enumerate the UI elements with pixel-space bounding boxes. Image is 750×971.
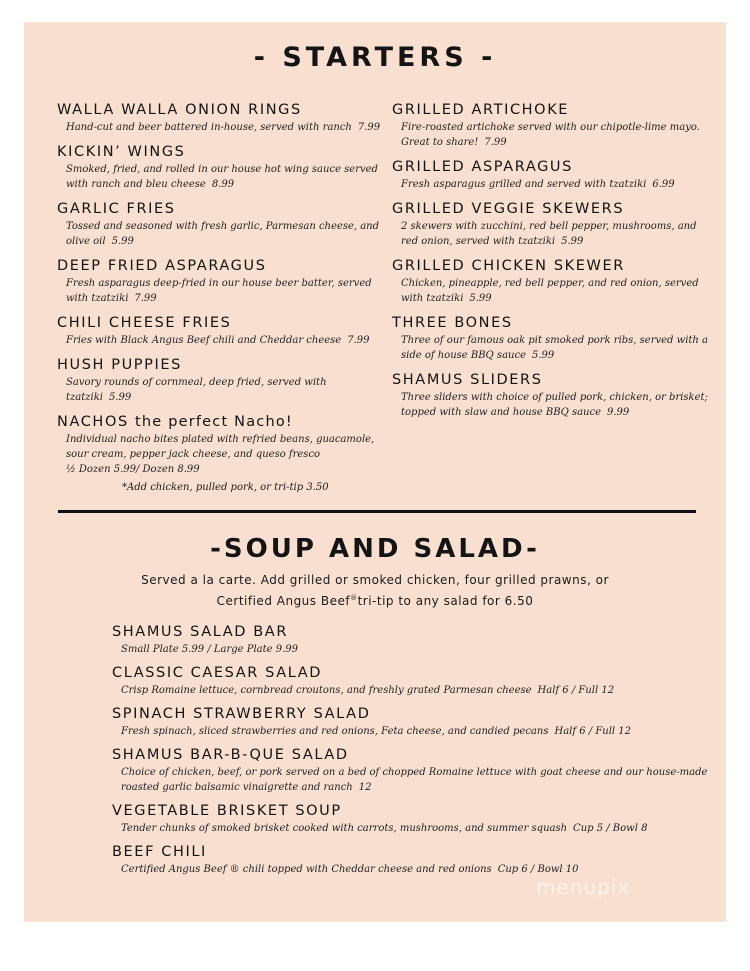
menu-item [57, 199, 387, 249]
menu-item [112, 801, 712, 836]
item-description: Individual nacho bites plated with refried beans, guacamole, sour cream, pepper jack cheese, and queso fresco [66, 434, 375, 460]
item-name: SPINACH STRAWBERRY SALAD [112, 706, 371, 722]
item-description: Smoked, fried, and rolled in our house hot wing sauce served with ranch and bleu cheese 8.99 [66, 164, 378, 190]
item-name: HUSH PUPPIES [57, 357, 182, 373]
item-price: Half 6 / Full 12 [554, 726, 631, 737]
item-price: 9.99 [607, 407, 630, 418]
item-price: Cup 5 / Bowl 8 [573, 823, 648, 834]
add-on-note: *Add chicken, pulled pork, or tri-tip 3.50 [122, 482, 329, 493]
soup-salad-list [112, 622, 712, 883]
item-description: Savory rounds of cornmeal, deep fried, served with tzatziki 5.99 [66, 377, 327, 403]
item-price: 5.99 [111, 236, 134, 247]
menu-item-nachos [57, 412, 387, 493]
item-description: Crisp Romaine lettuce, cornbread croutons, and freshly grated Parmesan cheese Half 6 / Full 12 [121, 685, 615, 696]
menu-page [24, 22, 726, 922]
menu-item [112, 663, 712, 698]
section-divider [58, 510, 696, 513]
item-name: GARLIC FRIES [57, 201, 176, 217]
menu-item [112, 745, 712, 795]
starters-title: - STARTERS - [253, 42, 497, 73]
item-price: 6.99 [652, 179, 675, 190]
item-price: Cup 6 / Bowl 10 [497, 864, 579, 875]
item-price: 5.99 [109, 392, 132, 403]
item-name: CHILI CHEESE FRIES [57, 315, 232, 331]
item-description: Small Plate 5.99 / Large Plate 9.99 [112, 642, 712, 657]
item-description: Three sliders with choice of pulled pork, chicken, or brisket; topped with slaw and house BBQ sauce 9.99 [401, 392, 708, 418]
item-description: Certified Angus Beef ® chili topped with Cheddar cheese and red onions Cup 6 / Bowl 10 [121, 864, 579, 875]
item-name: THREE BONES [392, 315, 513, 331]
menu-item [57, 313, 387, 348]
item-name: DEEP FRIED ASPARAGUS [57, 258, 267, 274]
item-description: Fire-roasted artichoke served with our chipotle-lime mayo. Great to share! 7.99 [401, 122, 700, 148]
menu-item [392, 313, 712, 363]
item-price: 7.99 [484, 137, 507, 148]
item-price: Half 6 / Full 12 [537, 685, 615, 696]
item-description: Choice of chicken, beef, or pork served on a bed of chopped Romaine lettuce with goat cheese and our house-made roasted garlic balsamic vinaigrette and ranch 12 [121, 767, 708, 793]
menu-item [112, 704, 712, 739]
item-description: Hand-cut and beer battered in-house, served with ranch 7.99 [66, 122, 381, 133]
watermark-logo: menupix [536, 875, 631, 899]
item-name: BEEF CHILI [112, 844, 207, 860]
item-price: 5.99 [469, 293, 492, 304]
menu-item [392, 256, 712, 306]
item-price: 7.99 [134, 293, 157, 304]
item-description: Chicken, pineapple, red bell pepper, and red onion, served with tzatziki 5.99 [401, 278, 699, 304]
soup-salad-subtitle: Served a la carte. Add grilled or smoked chicken, four grilled prawns, or Certified Angus Beef®tri-tip to any salad for 6.50 [141, 573, 609, 608]
registered-mark: ® [350, 594, 358, 602]
menu-item [392, 199, 712, 249]
item-price: 5.99 [532, 350, 555, 361]
item-name: SHAMUS SALAD BAR [112, 624, 289, 640]
menu-item [57, 256, 387, 306]
item-name: SHAMUS SLIDERS [392, 372, 543, 388]
item-description: Fresh asparagus deep-fried in our house beer batter, served with tzatziki 7.99 [66, 278, 372, 304]
starters-right-column [392, 100, 712, 427]
menu-item [57, 355, 387, 405]
menu-item [392, 157, 712, 192]
item-name: VEGETABLE BRISKET SOUP [112, 803, 342, 819]
item-description: Fresh asparagus grilled and served with tzatziki 6.99 [401, 179, 675, 190]
menu-item [392, 100, 712, 150]
item-subtitle: the perfect Nacho! [134, 414, 293, 430]
item-price: 12 [358, 782, 372, 793]
item-description: Fries with Black Angus Beef chili and Cheddar cheese 7.99 [66, 335, 370, 346]
item-name: GRILLED VEGGIE SKEWERS [392, 201, 625, 217]
item-name: KICKIN’ WINGS [57, 144, 186, 160]
item-price: 5.99 [561, 236, 584, 247]
item-name: NACHOS the perfect Nacho! [57, 414, 293, 430]
item-price [298, 644, 304, 655]
item-description: Tossed and seasoned with fresh garlic, Parmesan cheese, and olive oil 5.99 [66, 221, 380, 247]
menu-item [57, 142, 387, 192]
item-description: Fresh spinach, sliced strawberries and red onions, Feta cheese, and candied pecans Half 6 / Full 12 [121, 726, 631, 737]
item-name: WALLA WALLA ONION RINGS [57, 102, 302, 118]
starters-left-column [57, 100, 387, 500]
menu-item [392, 370, 712, 420]
menu-item [112, 842, 712, 877]
item-description: Three of our famous oak pit smoked pork ribs, served with a side of house BBQ sauce 5.99 [401, 335, 708, 361]
item-description: 2 skewers with zucchini, red bell pepper, mushrooms, and red onion, served with tzatziki 5.99 [401, 221, 697, 247]
item-description: Tender chunks of smoked brisket cooked with carrots, mushrooms, and summer squash Cup 5 / Bowl 8 [121, 823, 648, 834]
item-name: GRILLED ARTICHOKE [392, 102, 570, 118]
item-price: ½ Dozen 5.99/ Dozen 8.99 [66, 464, 200, 475]
menu-item [112, 622, 712, 657]
item-name: SHAMUS BAR-B-QUE SALAD [112, 747, 349, 763]
soup-salad-title: -SOUP AND SALAD- [210, 534, 540, 564]
item-price: 8.99 [211, 179, 235, 190]
item-name: GRILLED CHICKEN SKEWER [392, 258, 625, 274]
item-name: CLASSIC CAESAR SALAD [112, 665, 323, 681]
menu-item [57, 100, 387, 135]
item-name: GRILLED ASPARAGUS [392, 159, 573, 175]
item-price: 7.99 [357, 122, 381, 133]
item-price: 7.99 [347, 335, 370, 346]
